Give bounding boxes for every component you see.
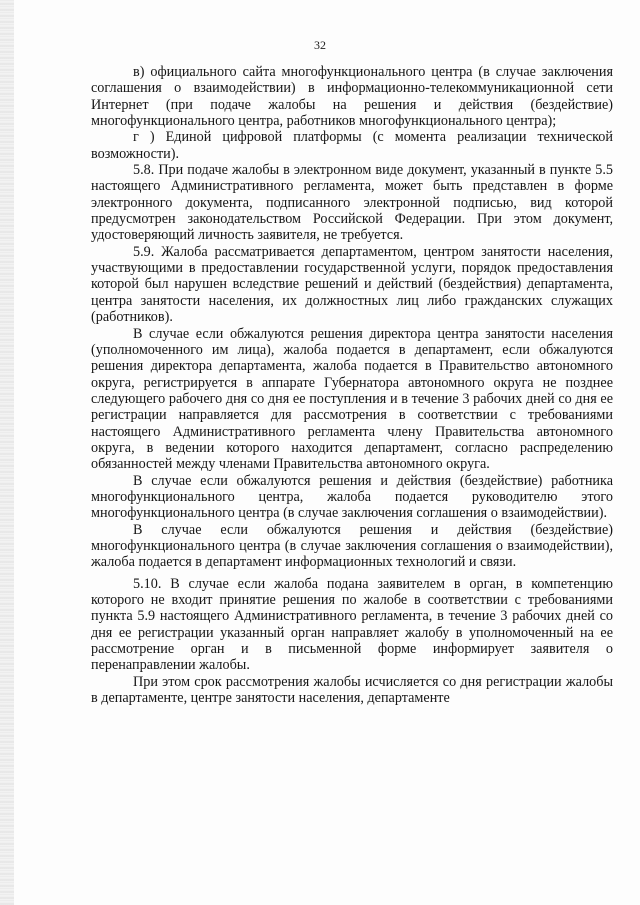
paragraph-5-8: 5.8. При подаче жалобы в электронном виде документ, указанный в пункте 5.5 настоящего Административного регламента, может быть представлен в форме электронного документа, подписанного электронной подписью, вид которой предусмотрен законодательством Российской Федерации. При этом документ, удостоверяющий личность заявителя, не требуется. (91, 162, 613, 244)
paragraph-5-7-v: в) официального сайта многофункционального центра (в случае заключения соглашения о взаимодействии) в информационно-телекоммуникационной сети Интернет (при подаче жалобы на решения и действия (бездействие) многофункционального центра, работников многофункционального центра); (91, 64, 613, 130)
paragraph-5-7-g: г ) Единой цифровой платформы (с момента реализации технической возможности). (91, 129, 613, 162)
paragraph-5-9-mfc-worker: В случае если обжалуются решения и действия (бездействие) работника многофункционального центра, жалоба подается руководителю этого многофункционального центра (в случае заключения соглашения о взаимодействии). (91, 472, 613, 522)
page-number: 32 (314, 38, 326, 52)
paragraph-5-9: 5.9. Жалоба рассматривается департаментом, центром занятости населения, участвующими в предоставлении государственной услуги, порядок предоставления которой был нарушен вследствие решений и действий (бездействия) департамента, центра занятости населения, их должностных лиц либо гражданских служащих (работников). (91, 243, 613, 326)
paragraph-5-10: 5.10. В случае если жалоба подана заявителем в орган, в компетенцию которого не входит принятие решения по жалобе в соответствии с требованиями пункта 5.9 настоящего Административного регламента, в течение 3 рабочих дней со дня ее регистрации указанный орган направляет жалобу в уполномоченный на ее рассмотрение орган и в письменной форме информирует заявителя о перенаправлении жалобы. (91, 575, 613, 674)
paragraph-5-9-mfc: В случае если обжалуются решения и действия (бездействие) многофункционального центра (в случае заключения соглашения о взаимодействии), жалоба подается в департамент информационных технологий и связи. (91, 521, 613, 571)
paragraph-5-9-director: В случае если обжалуются решения директора центра занятости населения (уполномоченного им лица), жалоба подается в департамент, если обжалуются решения директора департамента, жалоба подается в Правительство автономного округа, регистрируется в аппарате Губернатора автономного округа не позднее следующего рабочего дня со дня ее поступления и в течение 3 рабочих дней со дня ее регистрации направляется для рассмотрения в соответствии с требованиями настоящего Административного регламента члену Правительства автономного округа, в ведении которого находится департамент, согласно распределению обязанностей между членами Правительства автономного округа. (91, 325, 613, 473)
document-body (91, 64, 613, 706)
paragraph-5-10-term: При этом срок рассмотрения жалобы исчисляется со дня регистрации жалобы в департаменте, центре занятости населения, департаменте (91, 673, 613, 707)
scan-edge-shadow (0, 0, 14, 905)
